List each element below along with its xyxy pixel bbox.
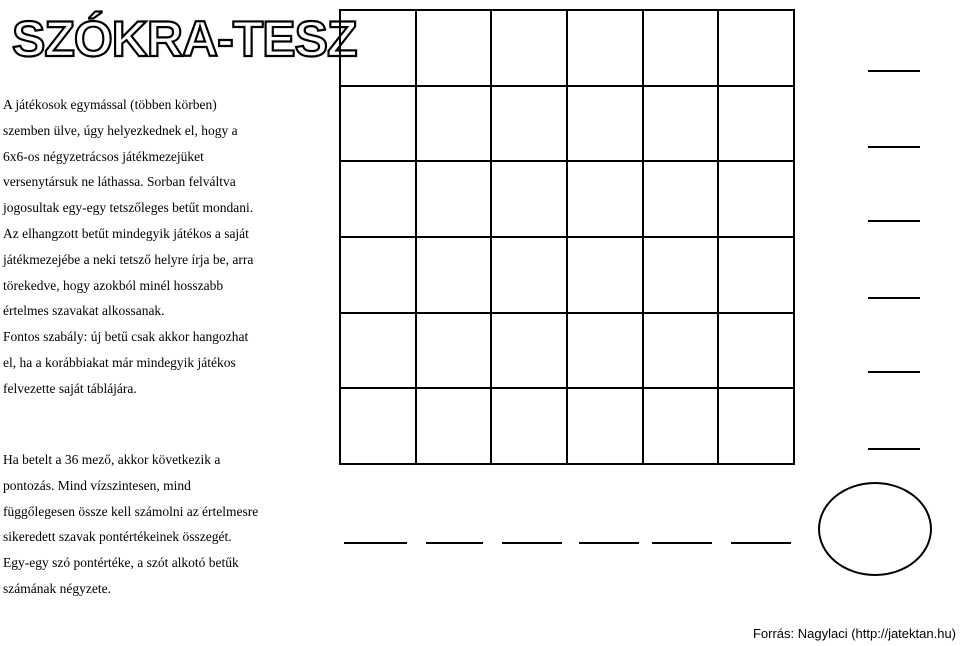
title-text: SZÓKRA-TESZ: [12, 11, 357, 67]
board-cell[interactable]: [568, 11, 644, 87]
rules-line: pontozás. Mind vízszintesen, mind: [3, 477, 191, 493]
board-cell[interactable]: [568, 162, 644, 238]
board-cell[interactable]: [644, 314, 720, 390]
rules-line: sikeredett szavak pontértékeinek összegét.: [3, 529, 232, 545]
rules-line: számának négyzete.: [3, 580, 111, 596]
row-score-blank: [868, 220, 920, 222]
board-cell[interactable]: [719, 11, 795, 87]
row-score-blank: [868, 70, 920, 72]
board-cell[interactable]: [341, 389, 417, 465]
board-cell[interactable]: [492, 389, 568, 465]
board-cell[interactable]: [568, 238, 644, 314]
board-cell[interactable]: [492, 11, 568, 87]
board-cell[interactable]: [568, 87, 644, 163]
column-score-blank: [344, 542, 407, 544]
total-score-circle: [818, 482, 932, 576]
board-cell[interactable]: [492, 87, 568, 163]
board-cell[interactable]: [644, 389, 720, 465]
column-score-blank: [652, 542, 712, 544]
rules-line: játékmezejébe a neki tetsző helyre írja be, arra: [3, 251, 254, 267]
board-cell[interactable]: [719, 238, 795, 314]
board-cell[interactable]: [644, 11, 720, 87]
row-score-blank: [868, 371, 920, 373]
board-cell[interactable]: [644, 238, 720, 314]
board-cell[interactable]: [644, 87, 720, 163]
source-credit: Forrás: Nagylaci (http://jatektan.hu): [752, 626, 956, 641]
board-cell[interactable]: [417, 162, 493, 238]
column-score-blank: [579, 542, 639, 544]
board-cell[interactable]: [644, 162, 720, 238]
board-cell[interactable]: [568, 314, 644, 390]
rules-line: értelmes szavakat alkossanak.: [3, 303, 165, 319]
row-score-blank: [868, 448, 920, 450]
column-score-blank: [731, 542, 791, 544]
game-board: [339, 9, 795, 465]
board-cell[interactable]: [417, 87, 493, 163]
board-cell[interactable]: [719, 87, 795, 163]
board-cell[interactable]: [417, 314, 493, 390]
board-cell[interactable]: [719, 389, 795, 465]
rules-line: függőlegesen össze kell számolni az értelmesre: [3, 503, 259, 519]
board-cell[interactable]: [341, 314, 417, 390]
rules-line: jogosultak egy-egy tetszőleges betűt mondani.: [3, 200, 254, 216]
board-cell[interactable]: [417, 11, 493, 87]
board-cell[interactable]: [719, 162, 795, 238]
board-cell[interactable]: [417, 389, 493, 465]
board-cell[interactable]: [719, 314, 795, 390]
rules-line: Fontos szabály: új betű csak akkor hangozhat: [3, 329, 249, 345]
rules-line: Ha betelt a 36 mező, akkor következik a: [3, 452, 221, 467]
rules-paragraph-intro: [3, 92, 253, 402]
column-score-blank: [502, 542, 562, 544]
board-cell[interactable]: [492, 314, 568, 390]
rules-line: versenytársuk ne láthassa. Sorban felváltva: [3, 174, 236, 190]
rules-line: 6x6-os négyzetrácsos játékmezejüket: [3, 148, 204, 164]
rules-line: törekedve, hogy azokból minél hosszabb: [3, 277, 224, 293]
board-cell[interactable]: [341, 87, 417, 163]
board-cell[interactable]: [341, 11, 417, 87]
rules-line: szemben ülve, úgy helyezkednek el, hogy a: [3, 122, 238, 138]
board-cell[interactable]: [492, 238, 568, 314]
rules-line: felvezette saját táblájára.: [3, 380, 137, 396]
rules-line: Egy-egy szó pontértéke, a szót alkotó betűk: [3, 555, 239, 571]
board-cell[interactable]: [341, 162, 417, 238]
page-title: [8, 4, 357, 67]
rules-line: el, ha a korábbiakat már mindegyik játékos: [3, 354, 236, 370]
board-cell[interactable]: [492, 162, 568, 238]
row-score-blank: [868, 146, 920, 148]
rules-paragraph-scoring: [3, 447, 258, 602]
rules-line: A játékosok egymással (többen körben): [3, 97, 217, 112]
board-cell[interactable]: [568, 389, 644, 465]
board-cell[interactable]: [417, 238, 493, 314]
rules-line: Az elhangzott betűt mindegyik játékos a saját: [3, 225, 249, 241]
row-score-blank: [868, 297, 920, 299]
board-cell[interactable]: [341, 238, 417, 314]
column-score-blank: [426, 542, 483, 544]
